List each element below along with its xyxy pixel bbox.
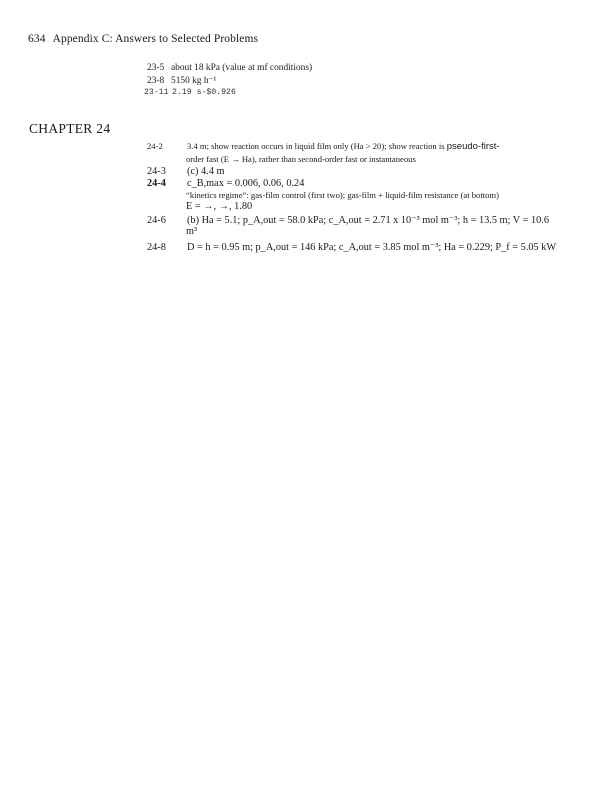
- answer-text: 3.4 m; show reaction occurs in liquid film only (Ha > 20); show reaction is: [187, 141, 445, 151]
- problem-number: 24-2: [147, 141, 163, 151]
- answer-text: D = h = 0.95 m; p_A,out = 146 kPa; c_A,out = 3.85 mol m⁻³; Ha = 0.229; P_f = 5.05 kW: [187, 242, 557, 253]
- running-head: [28, 33, 258, 45]
- answer-24-6: [147, 214, 549, 226]
- answer-text: (b) Ha = 5.1; p_A,out = 58.0 kPa; c_A,out = 2.71 x 10⁻³ mol m⁻³; h = 13.5 m; V = 10.6: [187, 215, 550, 226]
- answer-24-6-cont: m³: [186, 226, 198, 237]
- answer-text: 2.19 s-$0.926: [172, 88, 236, 97]
- answer-24-4-enhancement: E = →, →, 1.80: [186, 201, 253, 212]
- chapter-heading: CHAPTER 24: [29, 121, 111, 136]
- problem-number: 23-5: [147, 63, 165, 73]
- answer-23-11: [144, 88, 236, 97]
- answer-23-5: [147, 63, 312, 73]
- problem-number: 23-8: [147, 76, 165, 86]
- running-head-title: Appendix C: Answers to Selected Problems: [52, 33, 259, 45]
- answer-text: 5150 kg h⁻¹: [171, 76, 217, 86]
- problem-number: 24-4: [147, 178, 166, 189]
- problem-number: 24-3: [147, 166, 166, 177]
- answer-text: c_B,max = 0.006, 0.06, 0.24: [187, 178, 305, 189]
- answer-24-4: [147, 178, 304, 189]
- problem-number: 23-11: [144, 88, 169, 97]
- answer-23-8: [147, 75, 216, 86]
- page-number: 634: [28, 33, 46, 45]
- answer-text: (c) 4.4 m: [187, 166, 225, 177]
- answer-24-3: [147, 166, 224, 177]
- problem-number: 24-8: [147, 242, 166, 253]
- answer-24-8: [147, 241, 556, 253]
- answer-text: about 18 kPa (value at mf conditions): [171, 63, 313, 73]
- answer-24-4-cont: “kinetics regime”: gas-film control (first two); gas-film + liquid-film resistance (at bottom): [186, 190, 499, 200]
- answer-24-2-cont: order fast (E → Ha), rather than second-order fast or instantaneous: [186, 154, 416, 164]
- problem-number: 24-6: [147, 215, 166, 226]
- answer-text-tail: pseudo-first-: [446, 141, 500, 152]
- answer-24-2: [147, 141, 500, 152]
